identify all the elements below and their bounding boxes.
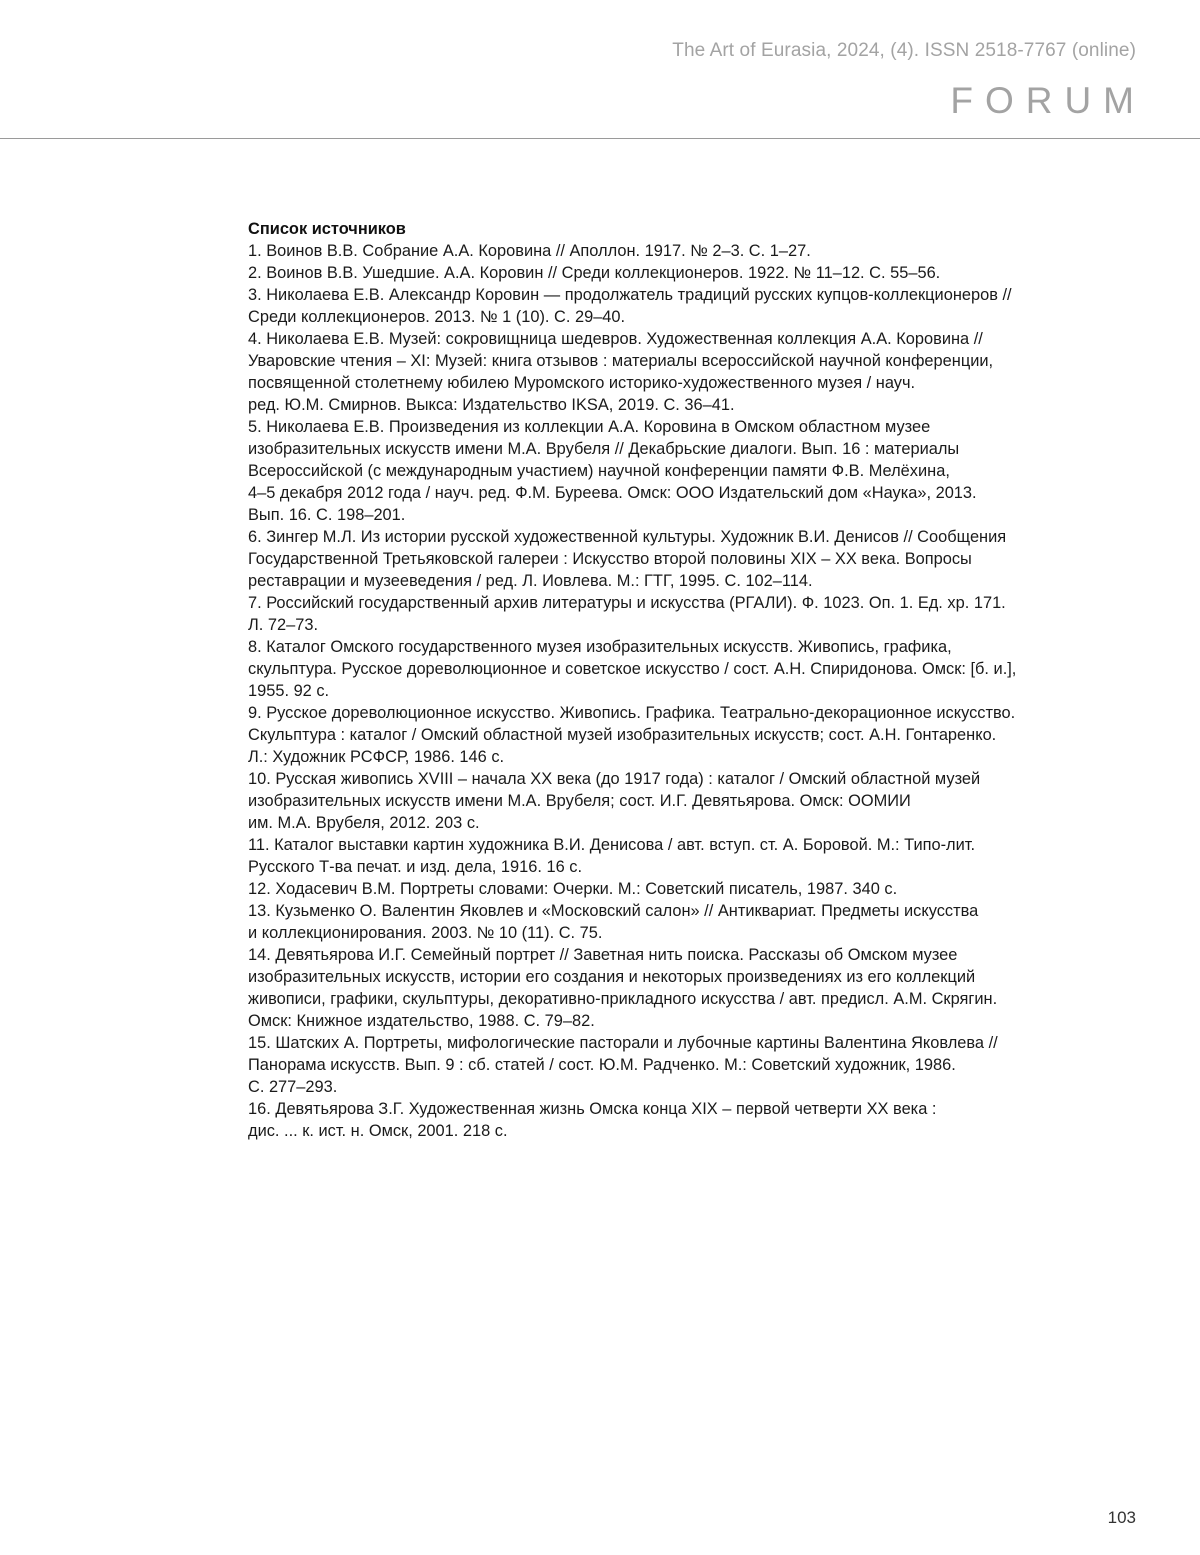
reference-line: 2. Воинов В.В. Ушедшие. А.А. Коровин // Среди коллекционеров. 1922. № 11‒12. С. 55‒56.: [248, 264, 941, 282]
journal-citation: The Art of Eurasia, 2024, (4). ISSN 2518-7767 (online): [672, 40, 1136, 61]
reference-line: Л. 72‒73.: [248, 616, 318, 634]
reference-line: Уваровские чтения – XI: Музей: книга отзывов : материалы всероссийской научной конференции,: [248, 352, 994, 370]
reference-line: Скульптура : каталог / Омский областной музей изобразительных искусств; сост. А.Н. Гонтаренко.: [248, 726, 997, 744]
reference-line: Вып. 16. С. 198‒201.: [248, 506, 406, 524]
reference-line: 15. Шатских А. Портреты, мифологические пасторали и лубочные картины Валентина Яковлева //: [248, 1034, 998, 1052]
reference-line: Омск: Книжное издательство, 1988. С. 79‒82.: [248, 1012, 595, 1030]
section-title: FORUM: [950, 80, 1146, 121]
reference-line: 4. Николаева Е.В. Музей: сокровищница шедевров. Художественная коллекция А.А. Коровина //: [248, 330, 983, 348]
reference-line: 4‒5 декабря 2012 года / науч. ред. Ф.М. Буреева. Омск: ООО Издательский дом «Наука», 2013.: [248, 484, 977, 502]
reference-line: посвященной столетнему юбилею Муромского историко-художественного музея / науч.: [248, 374, 916, 392]
reference-line: 9. Русское дореволюционное искусство. Живопись. Графика. Театрально-декорационное искусство.: [248, 704, 1016, 722]
reference-line: 5. Николаева Е.В. Произведения из коллекции А.А. Коровина в Омском областном музее: [248, 418, 931, 436]
reference-line: и коллекционирования. 2003. № 10 (11). С. 75.: [248, 924, 603, 942]
reference-line: изобразительных искусств, истории его создания и некоторых произведениях из его коллекций: [248, 968, 976, 986]
reference-line: 3. Николаева Е.В. Александр Коровин — продолжатель традиций русских купцов-коллекционеров //: [248, 286, 1012, 304]
reference-line: 14. Девятьярова И.Г. Семейный портрет // Заветная нить поиска. Рассказы об Омском музее: [248, 946, 958, 964]
reference-line: Панорама искусств. Вып. 9 : сб. статей / сост. Ю.М. Радченко. М.: Советский художник, 1986.: [248, 1056, 956, 1074]
reference-line: 1. Воинов В.В. Собрание А.А. Коровина // Аполлон. 1917. № 2‒3. С. 1‒27.: [248, 242, 811, 260]
reference-line: изобразительных искусств имени М.А. Врубеля; сост. И.Г. Девятьярова. Омск: ООМИИ: [248, 792, 911, 810]
references-block: [248, 218, 1138, 1142]
reference-line: 13. Кузьменко О. Валентин Яковлев и «Московский салон» // Антиквариат. Предметы искусства: [248, 902, 979, 920]
reference-line: скульптура. Русское дореволюционное и советское искусство / сост. А.Н. Спиридонова. Омск: [б. и.],: [248, 660, 1017, 678]
reference-line: Среди коллекционеров. 2013. № 1 (10). С. 29‒40.: [248, 308, 626, 326]
reference-line: дис. ... к. ист. н. Омск, 2001. 218 с.: [248, 1122, 508, 1140]
header-divider: [0, 138, 1200, 139]
reference-line: С. 277‒293.: [248, 1078, 338, 1096]
reference-line: 1955. 92 с.: [248, 682, 330, 700]
reference-line: 11. Каталог выставки картин художника В.И. Денисова / авт. вступ. ст. А. Боровой. М.: Типо-лит.: [248, 836, 976, 854]
references-list: [248, 240, 1138, 1142]
reference-line: 6. Зингер М.Л. Из истории русской художественной культуры. Художник В.И. Денисов // Сообщения: [248, 528, 1007, 546]
reference-line: 8. Каталог Омского государственного музея изобразительных искусств. Живопись, графика,: [248, 638, 952, 656]
reference-line: Л.: Художник РСФСР, 1986. 146 с.: [248, 748, 505, 766]
reference-line: ред. Ю.М. Смирнов. Выкса: Издательство IKSA, 2019. С. 36‒41.: [248, 396, 735, 414]
reference-line: 16. Девятьярова З.Г. Художественная жизнь Омска конца XIX – первой четверти XX века :: [248, 1100, 937, 1118]
references-heading: Список источников: [248, 220, 406, 238]
reference-line: 10. Русская живопись XVIII – начала XX века (до 1917 года) : каталог / Омский областной музей: [248, 770, 981, 788]
reference-line: 7. Российский государственный архив литературы и искусства (РГАЛИ). Ф. 1023. Оп. 1. Ед. хр. 171.: [248, 594, 1006, 612]
page-number: 103: [1107, 1508, 1136, 1527]
reference-line: изобразительных искусств имени М.А. Врубеля // Декабрьские диалоги. Вып. 16 : материалы: [248, 440, 960, 458]
reference-line: Всероссийской (с международным участием) научной конференции памяти Ф.В. Мелёхина,: [248, 462, 950, 480]
reference-line: Государственной Третьяковской галереи : Искусство второй половины XIX ‒ XX века. Вопросы: [248, 550, 972, 568]
reference-line: Русского Т-ва печат. и изд. дела, 1916. 16 с.: [248, 858, 583, 876]
reference-line: 12. Ходасевич В.М. Портреты словами: Очерки. М.: Советский писатель, 1987. 340 с.: [248, 880, 898, 898]
reference-line: реставрации и музееведения / ред. Л. Иовлева. М.: ГТГ, 1995. С. 102‒114.: [248, 572, 813, 590]
reference-line: живописи, графики, скульптуры, декоративно-прикладного искусства / авт. предисл. А.М. Скрягин.: [248, 990, 998, 1008]
reference-line: им. М.А. Врубеля, 2012. 203 с.: [248, 814, 480, 832]
